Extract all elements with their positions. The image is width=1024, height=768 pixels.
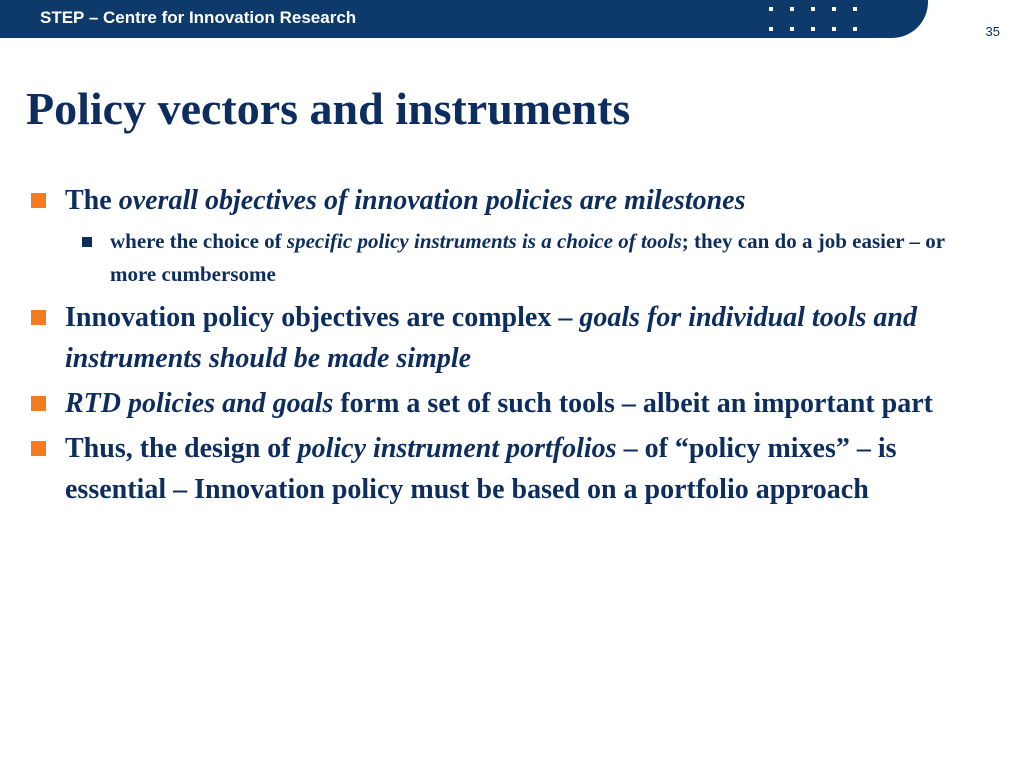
page-number: 35: [985, 24, 1000, 39]
sub-bullet-item: [0, 225, 1024, 291]
bullet-text-italic: overall objectives of innovation policies are milestones: [118, 185, 746, 216]
orange-square-bullet-icon: [31, 193, 46, 208]
orange-square-bullet-icon: [31, 396, 46, 411]
bullet-item: [0, 180, 1024, 221]
orange-square-bullet-icon: [31, 310, 46, 325]
bullet-text-italic: policy instrument portfolios: [297, 433, 617, 464]
header-bar: [0, 0, 928, 38]
slide-title: Policy vectors and instruments: [26, 83, 631, 134]
bullet-text: The: [65, 185, 119, 216]
decor-dot: [811, 7, 815, 11]
decor-dot: [832, 7, 836, 11]
bullet-item: [0, 428, 1024, 510]
bullet-text-italic: specific policy instruments is a choice of tools: [286, 229, 682, 253]
header-title: STEP – Centre for Innovation Research: [40, 8, 357, 27]
dot-grid-decoration: [769, 7, 879, 33]
decor-dot: [769, 7, 773, 11]
decor-dot: [790, 27, 794, 31]
decor-dot: [790, 7, 794, 11]
decor-dot: [811, 27, 815, 31]
decor-dot: [832, 27, 836, 31]
bullet-text: where the choice of: [110, 229, 287, 253]
bullet-text: Innovation policy objectives are complex –: [65, 302, 580, 333]
bullet-text: Thus, the design of: [65, 433, 298, 464]
bullet-text-italic: goals for individual tools and instruments should be made simple: [65, 302, 917, 374]
bullet-text: ; they can do a job easier – or more cumbersome: [110, 229, 945, 286]
bullet-text-italic: RTD policies and goals: [65, 388, 334, 419]
bullet-text: – of “policy mixes” – is essential – Innovation policy must be based on a portfolio approach: [65, 433, 897, 505]
bullet-item: [0, 383, 1024, 424]
bullet-list: [0, 180, 1024, 514]
bullet-item: [0, 297, 1024, 379]
decor-dot: [853, 27, 857, 31]
decor-dot: [769, 27, 773, 31]
navy-square-bullet-icon: [82, 237, 92, 247]
orange-square-bullet-icon: [31, 441, 46, 456]
decor-dot: [853, 7, 857, 11]
bullet-text: form a set of such tools – albeit an important part: [333, 388, 933, 419]
